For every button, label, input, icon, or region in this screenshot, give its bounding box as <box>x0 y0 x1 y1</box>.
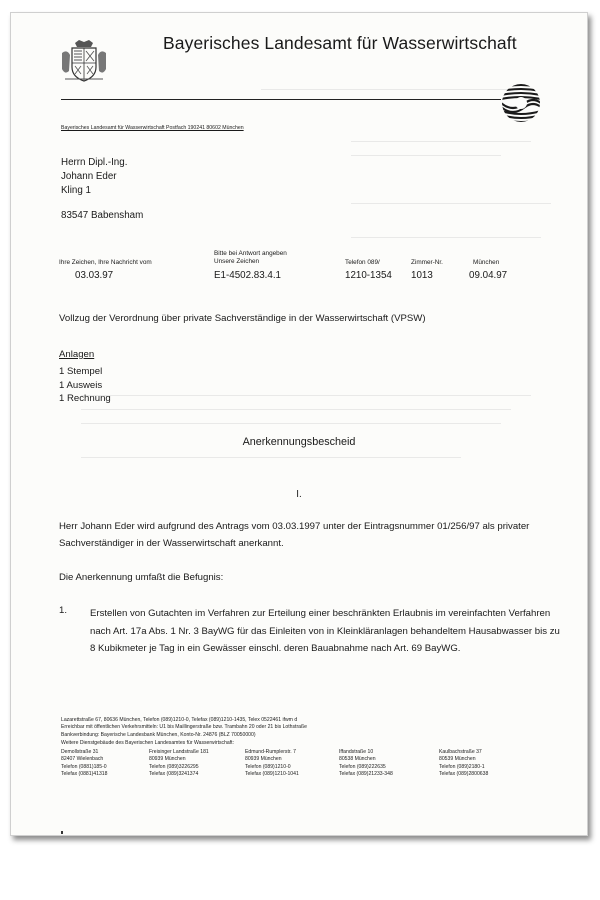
recipient-salutation: Herrn Dipl.-Ing. <box>61 157 128 168</box>
recognition-paragraph: Herr Johann Eder wird aufgrund des Antrags vom 03.03.1997 unter der Eintragsnummer 01/256/97 als privater Sachverständiger in der Wasserwirtschaft anerkannt. <box>59 521 530 549</box>
bleed-through-line <box>81 409 511 410</box>
subject-line: Vollzug der Verordnung über private Sachverständige in der Wasserwirtschaft (VPSW) <box>59 313 426 324</box>
enclosures-list <box>59 365 111 406</box>
office-column <box>245 749 299 779</box>
your-ref-label: Ihre Zeichen, Ihre Nachricht vom <box>59 259 152 266</box>
letter-date: 09.04.97 <box>469 270 508 281</box>
document-title: Anerkennungsbescheid <box>242 436 356 448</box>
section-number: I. <box>296 489 302 500</box>
place-label: München <box>473 259 500 266</box>
organization-name: Bayerisches Landesamt für Wasserwirtschaft <box>163 33 517 53</box>
room-label: Zimmer-Nr. <box>411 259 443 266</box>
office-fax: Telefax (0881)41318 <box>61 771 108 778</box>
office-city: 82407 Wielenbach <box>61 756 104 763</box>
footer-line: Bankverbindung: Bayerische Landesbank München, Konto-Nr. 24876 (BLZ 70050000) <box>61 731 256 738</box>
recipient-name: Johann Eder <box>61 171 117 182</box>
office-city: 80538 München <box>339 756 376 763</box>
footer-line: Lazarettstraße 67, 80636 München, Telefon (089)1210-0, Telefax (089)1210-1435, Telex 0522461 ifwm d <box>61 717 298 723</box>
enclosure-item: 1 Ausweis <box>59 379 103 391</box>
letter-page <box>10 12 588 836</box>
office-street: Edmund-Rumplerstr. 7 <box>245 749 296 755</box>
enclosures-heading: Anlagen <box>59 349 95 360</box>
coat-of-arms-icon <box>59 39 109 85</box>
office-fax: Telefax (089)3241374 <box>149 771 199 778</box>
office-city: 80939 München <box>149 756 186 763</box>
recipient-address <box>61 156 143 223</box>
office-fax: Telefax (089)2800638 <box>439 771 489 778</box>
office-column <box>339 749 393 779</box>
other-offices-heading: Weitere Dienstgebäude des Bayerischen Landesamtes für Wasserwirtschaft: <box>61 740 234 746</box>
bleed-through-line <box>351 203 551 204</box>
bleed-through-line <box>351 141 531 142</box>
footer-line: Erreichbar mit öffentlichen Verkehrsmitteln: U1 bis Maillingerstraße bzw. Trambahn 20 oder 21 bis Lothstraße <box>61 724 307 731</box>
office-fax: Telefax (089)21233-348 <box>339 771 393 778</box>
recipient-street: Kling 1 <box>61 185 91 196</box>
office-city: 80539 München <box>439 756 476 763</box>
office-phone: Telefon (0881)185-0 <box>61 763 107 770</box>
room-value: 1013 <box>411 270 433 281</box>
office-column <box>149 749 209 779</box>
punch-mark <box>61 831 63 834</box>
enclosure-item: 1 Stempel <box>59 366 103 377</box>
authorization-intro: Die Anerkennung umfaßt die Befugnis: <box>59 572 224 583</box>
our-ref-note: Bitte bei Antwort angeben <box>214 250 287 257</box>
office-fax: Telefax (089)1210-1041 <box>245 771 299 778</box>
office-street: Demollstraße 31 <box>61 749 99 755</box>
office-street: Freisinger Landstraße 181 <box>149 749 209 755</box>
office-phone: Telefon (089)3226295 <box>149 763 199 770</box>
phone-label: Telefon 089/ <box>345 259 380 266</box>
your-ref-value: 03.03.97 <box>75 270 114 281</box>
authorization-item-number: 1. <box>59 605 68 616</box>
phone-value: 1210-1354 <box>345 270 392 281</box>
authorization-item-text: Erstellen von Gutachten im Verfahren zur Erteilung einer beschränkten Erlaubnis im vereinfachten Verfahren nach Art. 17a Abs. 1 Nr. 3 BayWG für das Einleiten von in Kleinkläranlagen behandeltem Hausabwasser bis zu 8 Kubikmeter je Tag in ein Gewässer einschl. deren Bauabnahme nach Art. 69 BayWG. <box>90 608 560 654</box>
office-column <box>439 749 488 779</box>
bleed-through-line <box>81 423 501 424</box>
bleed-through-line <box>351 155 501 156</box>
sender-address-line: Bayerisches Landesamt für Wasserwirtschaft Postfach 190241 80602 München <box>61 125 244 131</box>
bleed-through-line <box>261 89 531 90</box>
office-phone: Telefon (089)2180-1 <box>439 763 485 770</box>
office-street: Kaulbachstraße 37 <box>439 749 482 755</box>
office-phone: Telefon (089)1210-0 <box>245 763 291 770</box>
office-column <box>61 749 107 779</box>
office-phone: Telefon (089)222635 <box>339 763 386 770</box>
recipient-city: 83547 Babensham <box>61 210 144 221</box>
letterhead-rule <box>61 99 501 100</box>
footer-address <box>61 717 307 739</box>
striped-disc-logo-icon <box>501 83 541 123</box>
enclosure-item: 1 Rechnung <box>59 393 111 404</box>
bleed-through-line <box>81 395 531 396</box>
office-city: 80939 München <box>245 756 282 763</box>
bleed-through-line <box>81 457 461 458</box>
bleed-through-line <box>351 237 541 238</box>
office-street: Iffandstraße 10 <box>339 749 374 755</box>
our-ref-value: E1-4502.83.4.1 <box>214 270 281 281</box>
our-ref-label: Unsere Zeichen <box>214 258 260 265</box>
